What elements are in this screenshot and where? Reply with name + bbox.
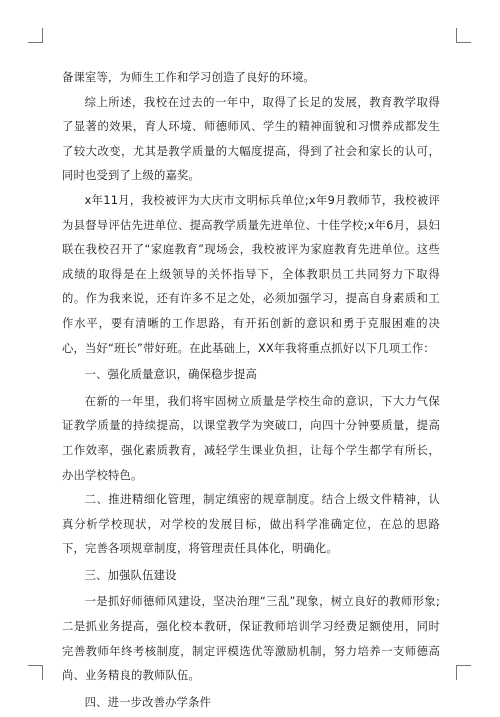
crop-mark-top-left	[28, 28, 43, 43]
section-heading-team: 三、加强队伍建设	[84, 568, 177, 582]
crop-mark-top-right	[456, 28, 471, 43]
paragraph-achievements: x年11月，我校被评为大庆市文明标兵单位;x年9月教师节，我校被评为县督导评估先进单位、提高教学质量先进单位、十佳学校;x年6月，县妇联在我校召开了“家庭教育”现场会，我校被评为家庭教育先进单位。这些成绩的取得是在上级领导的关怀指导下，全体教职员工共同努力下取得的。作为我来说，还有许多不足之处，必须加强学习，提高自身素质和工作水平，要有清晰的工作思路，有开拓创新的意识和勇于克服困难的决心，当好“班长”带好班。在此基础上，XX年我将重点抓好以下几项工作：	[62, 193, 440, 355]
crop-mark-bottom-left	[28, 665, 43, 680]
section-heading-conditions: 四、进一步改善办学条件	[84, 695, 212, 709]
section-heading-quality: 一、强化质量意识，确保稳步提高	[84, 368, 258, 382]
paragraph-continuation: 备课室等，为师生工作和学习创造了良好的环境。	[62, 71, 315, 84]
crop-mark-bottom-right	[456, 665, 471, 680]
paragraph-summary: 综上所述，我校在过去的一年中，取得了长足的发展，教育教学取得了显著的效果，育人环境、师德师风、学生的精神面貌和习惯养成都发生了较大改变，尤其是教学质量的大幅度提高，得到了社会和家长的认可，同时也受到了上级的嘉奖。	[62, 95, 440, 183]
paragraph-team: 一是抓好师德师风建设，坚决治理“三乱”现象，树立良好的教师形象;二是抓业务提高，强化校本教研，保证教师培训学习经费足额使用，同时完善教师年终考核制度，制定评模选优等激励机制，努力培养一支师德高尚、业务精良的教师队伍。	[62, 595, 440, 683]
document-body	[62, 66, 440, 717]
paragraph-quality: 在新的一年里，我们将牢固树立质量是学校生命的意识，下大力气保证教学质量的持续提高，以课堂教学为突破口，向四十分钟要质量，提高工作效率，强化素质教育，减轻学生课业负担，让每个学生都学有所长，办出学校特色。	[62, 394, 440, 482]
paragraph-management: 二、推进精细化管理，制定缜密的规章制度。结合上级文件精神，认真分析学校现状，对学校的发展目标，做出科学准确定位，在总的思路下，完善各项规章制度，将管理责任具体化，明确化。	[62, 493, 440, 556]
